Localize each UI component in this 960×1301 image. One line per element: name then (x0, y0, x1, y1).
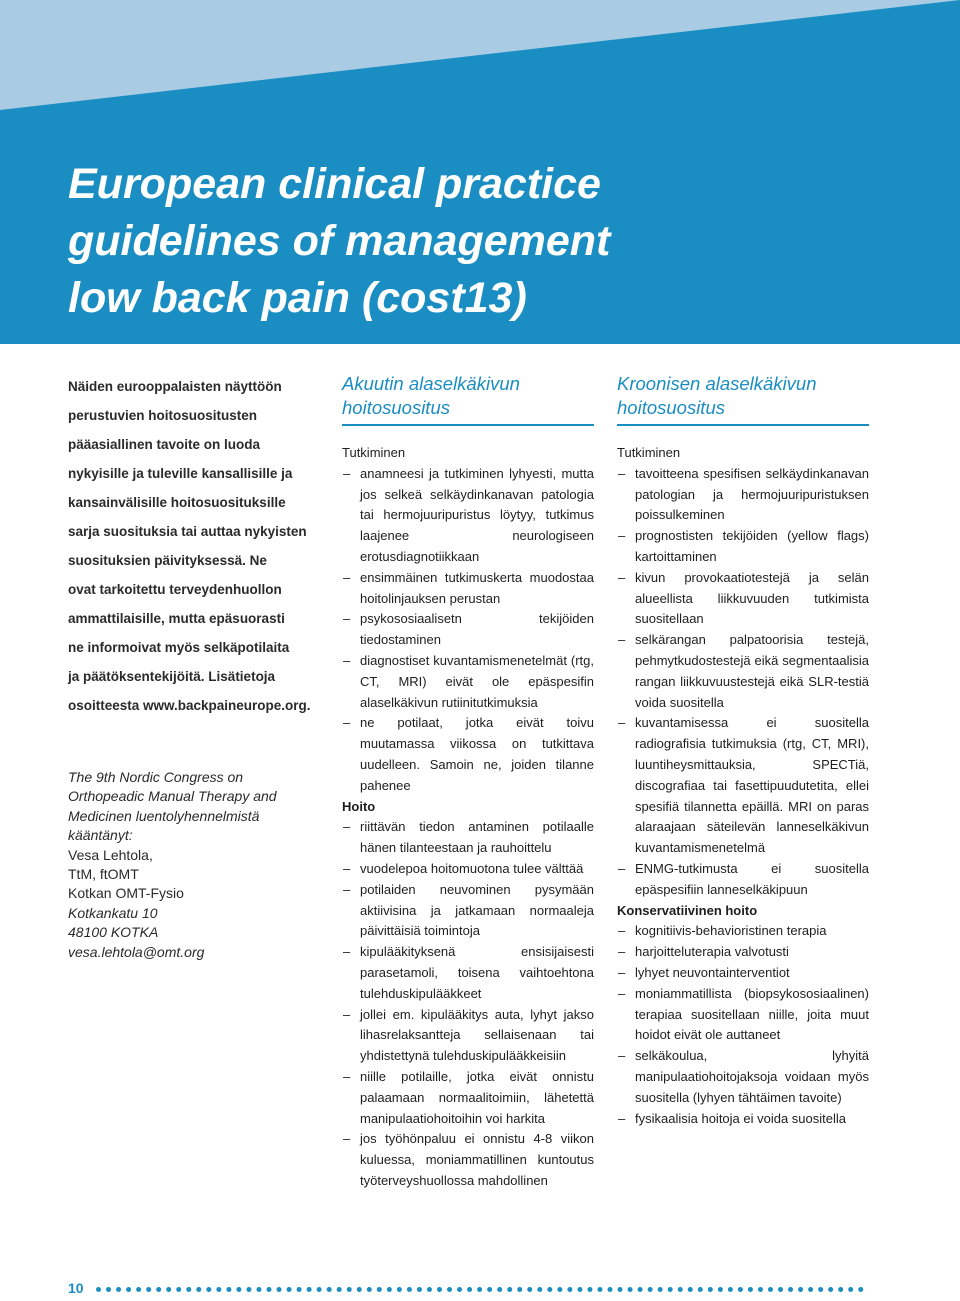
acute-heading (342, 372, 594, 426)
list-item: – ENMG-tutkimusta ei suositella epäspesifiin lanneselkäkipuun (617, 859, 869, 901)
intro-line: sarja suosituksia tai auttaa nykyisten (68, 524, 307, 539)
list-item: – selkäkoulua, lyhyitä manipulaatiohoitojaksoja voidaan myös suositella (lyhyen tähtäimen tavoite) (617, 1046, 869, 1108)
intro-line: perustuvien hoitosuositusten (68, 408, 258, 423)
list-item: – fysikaalisia hoitoja ei voida suositella (617, 1109, 869, 1130)
title-line: European clinical practice (68, 160, 601, 208)
title-line: guidelines of management (68, 217, 611, 265)
list-item: – jos työhönpaluu ei onnistu 4-8 viikon kuluessa, moniammatillinen kuntoutus työterveyshuollossa mahdollinen (342, 1129, 594, 1191)
list-item: – harjoitteluterapia valvotusti (617, 942, 869, 963)
intro-line: ovat tarkoitettu terveydenhuollon (68, 582, 282, 597)
chronic-care-label: Konservatiivinen hoito (617, 902, 758, 918)
list-item: – kognitiivis-behavioristinen terapia (617, 921, 869, 942)
translator-street: Kotkankatu 10 (68, 904, 158, 921)
list-item: – selkärangan palpatoorisia testejä, pehmytkudostestejä eikä segmentaalisia rangan liikkuvuustestejä eikä SLR-testiä voida suositella (617, 630, 869, 713)
credit-line: The 9th Nordic Congress on (68, 769, 244, 785)
intro-line: nykyisille ja tuleville kansallisille ja (68, 466, 293, 481)
intro-line: ammattilaisille, mutta epäsuorasti (68, 611, 285, 626)
list-item: – vuodelepoa hoitomuotona tulee välttää (342, 859, 594, 880)
intro-line: ja päätöksentekijöitä. Lisätietoja (68, 669, 276, 684)
intro-line: osoitteesta www.backpaineurope.org. (68, 698, 311, 713)
acute-exam-list (342, 464, 594, 797)
list-item: – prognostisten tekijöiden (yellow flags) kartoittaminen (617, 526, 869, 568)
list-item: – riittävän tiedon antaminen potilaalle hänen tilanteestaan ja rauhoittelu (342, 817, 594, 859)
list-item: – diagnostiset kuvantamismenetelmät (rtg, CT, MRI) eivät ole epäspesifin alaselkäkivun rutiinitutkimuksia (342, 651, 594, 713)
list-item: – ensimmäinen tutkimuskerta muodostaa hoitolinjauksen perustan (342, 568, 594, 610)
acute-heading-line: Akuutin alaselkäkivun (342, 373, 520, 394)
intro-line: kansainvälisille hoitosuosituksille (68, 495, 286, 510)
credit-line: Orthopeadic Manual Therapy and (68, 788, 277, 805)
list-item: – niille potilaille, jotka eivät onnistu palaamaan normaalitoimiin, lähetettä manipulaatiohoitoihin voi harkita (342, 1067, 594, 1129)
chronic-heading (617, 372, 869, 426)
list-item: – kivun provokaatiotestejä ja selän alueellista liikkuvuuden tutkimista suositellaan (617, 568, 869, 630)
page-number: 10 (68, 1280, 84, 1296)
credit-line: Medicinen luentolyhennelmistä (68, 807, 260, 824)
acute-care-list (342, 817, 594, 1191)
list-item: – psykososiaalisetn tekijöiden tiedostaminen (342, 609, 594, 651)
translator-city: 48100 KOTKA (68, 924, 159, 941)
list-item: – tavoitteena spesifisen selkäydinkanavan patologian ja hermojuuripuristuksen poissulkeminen (617, 464, 869, 526)
acute-care-label: Hoito (342, 798, 376, 814)
intro-line: Näiden eurooppalaisten näyttöön (68, 379, 282, 394)
intro-line: pääasiallinen tavoite on luoda (68, 437, 261, 452)
chronic-heading-line: hoitosuositus (617, 397, 725, 418)
list-item: – potilaiden neuvominen pysymään aktiivisina ja jatkamaan normaaleja päivittäisiä toimintoja (342, 880, 594, 942)
translator-company: Kotkan OMT-Fysio (68, 885, 184, 902)
list-item: – kuvantamisessa ei suositella radiografisia tutkimuksia (rtg, CT, MRI), luuntiheysmittauksia, SPECTiä, discografiaa tai fasettipuudutetita, ellei spesifiä tilannetta epäillä. MRI on paras alaraajaan säteilevän lanneselkäkivun kuvantamismenetelmä (617, 713, 869, 859)
translator-name: Vesa Lehtola, (68, 846, 153, 863)
footer-dotted-rule (96, 1287, 864, 1292)
list-item: – kipulääkityksenä ensisijaisesti parasetamoli, toisena vaihtoehtona tulehduskipulääkkeet (342, 942, 594, 1004)
translator-email: vesa.lehtola@omt.org (68, 943, 205, 960)
translator-degree: TtM, ftOMT (68, 866, 139, 883)
left-column (68, 372, 320, 962)
page-title (68, 156, 928, 327)
list-item: – anamneesi ja tutkiminen lyhyesti, mutta jos selkeä selkäydinkanavan patologia tai hermojuuripuristus löytyy, tutkimus laajenee neurologiseen erotusdiagnotiikkaan (342, 464, 594, 568)
chronic-column (617, 372, 869, 1129)
acute-heading-line: hoitosuositus (342, 397, 450, 418)
chronic-care-list (617, 921, 869, 1129)
intro-text (68, 372, 320, 720)
list-item: – lyhyet neuvontainterventiot (617, 963, 869, 984)
intro-line: suosituksien päivityksessä. Ne (68, 553, 267, 568)
chronic-heading-line: Kroonisen alaselkäkivun (617, 373, 817, 394)
chronic-exam-label: Tutkiminen (617, 445, 681, 460)
list-item: – moniammatillista (biopsykososiaalinen) terapiaa suositellaan niille, joita muut hoidot eivät ole auttaneet (617, 984, 869, 1046)
chronic-exam-list (617, 464, 869, 901)
intro-line: ne informoivat myös selkäpotilaita (68, 640, 290, 655)
acute-column (342, 372, 594, 1192)
title-line: low back pain (cost13) (68, 274, 527, 322)
translator-credit (68, 768, 320, 962)
list-item: – ne potilaat, jotka eivät toivu muutamassa viikossa on tutkittava uudelleen. Samoin ne, joiden tilanne pahenee (342, 713, 594, 796)
credit-line: kääntänyt: (68, 827, 133, 844)
list-item: – jollei em. kipulääkitys auta, lyhyt jakso lihasrelaksantteja sellaisenaan tai yhdistettynä tulehduskipulääkkeisiin (342, 1005, 594, 1067)
acute-exam-label: Tutkiminen (342, 445, 406, 460)
